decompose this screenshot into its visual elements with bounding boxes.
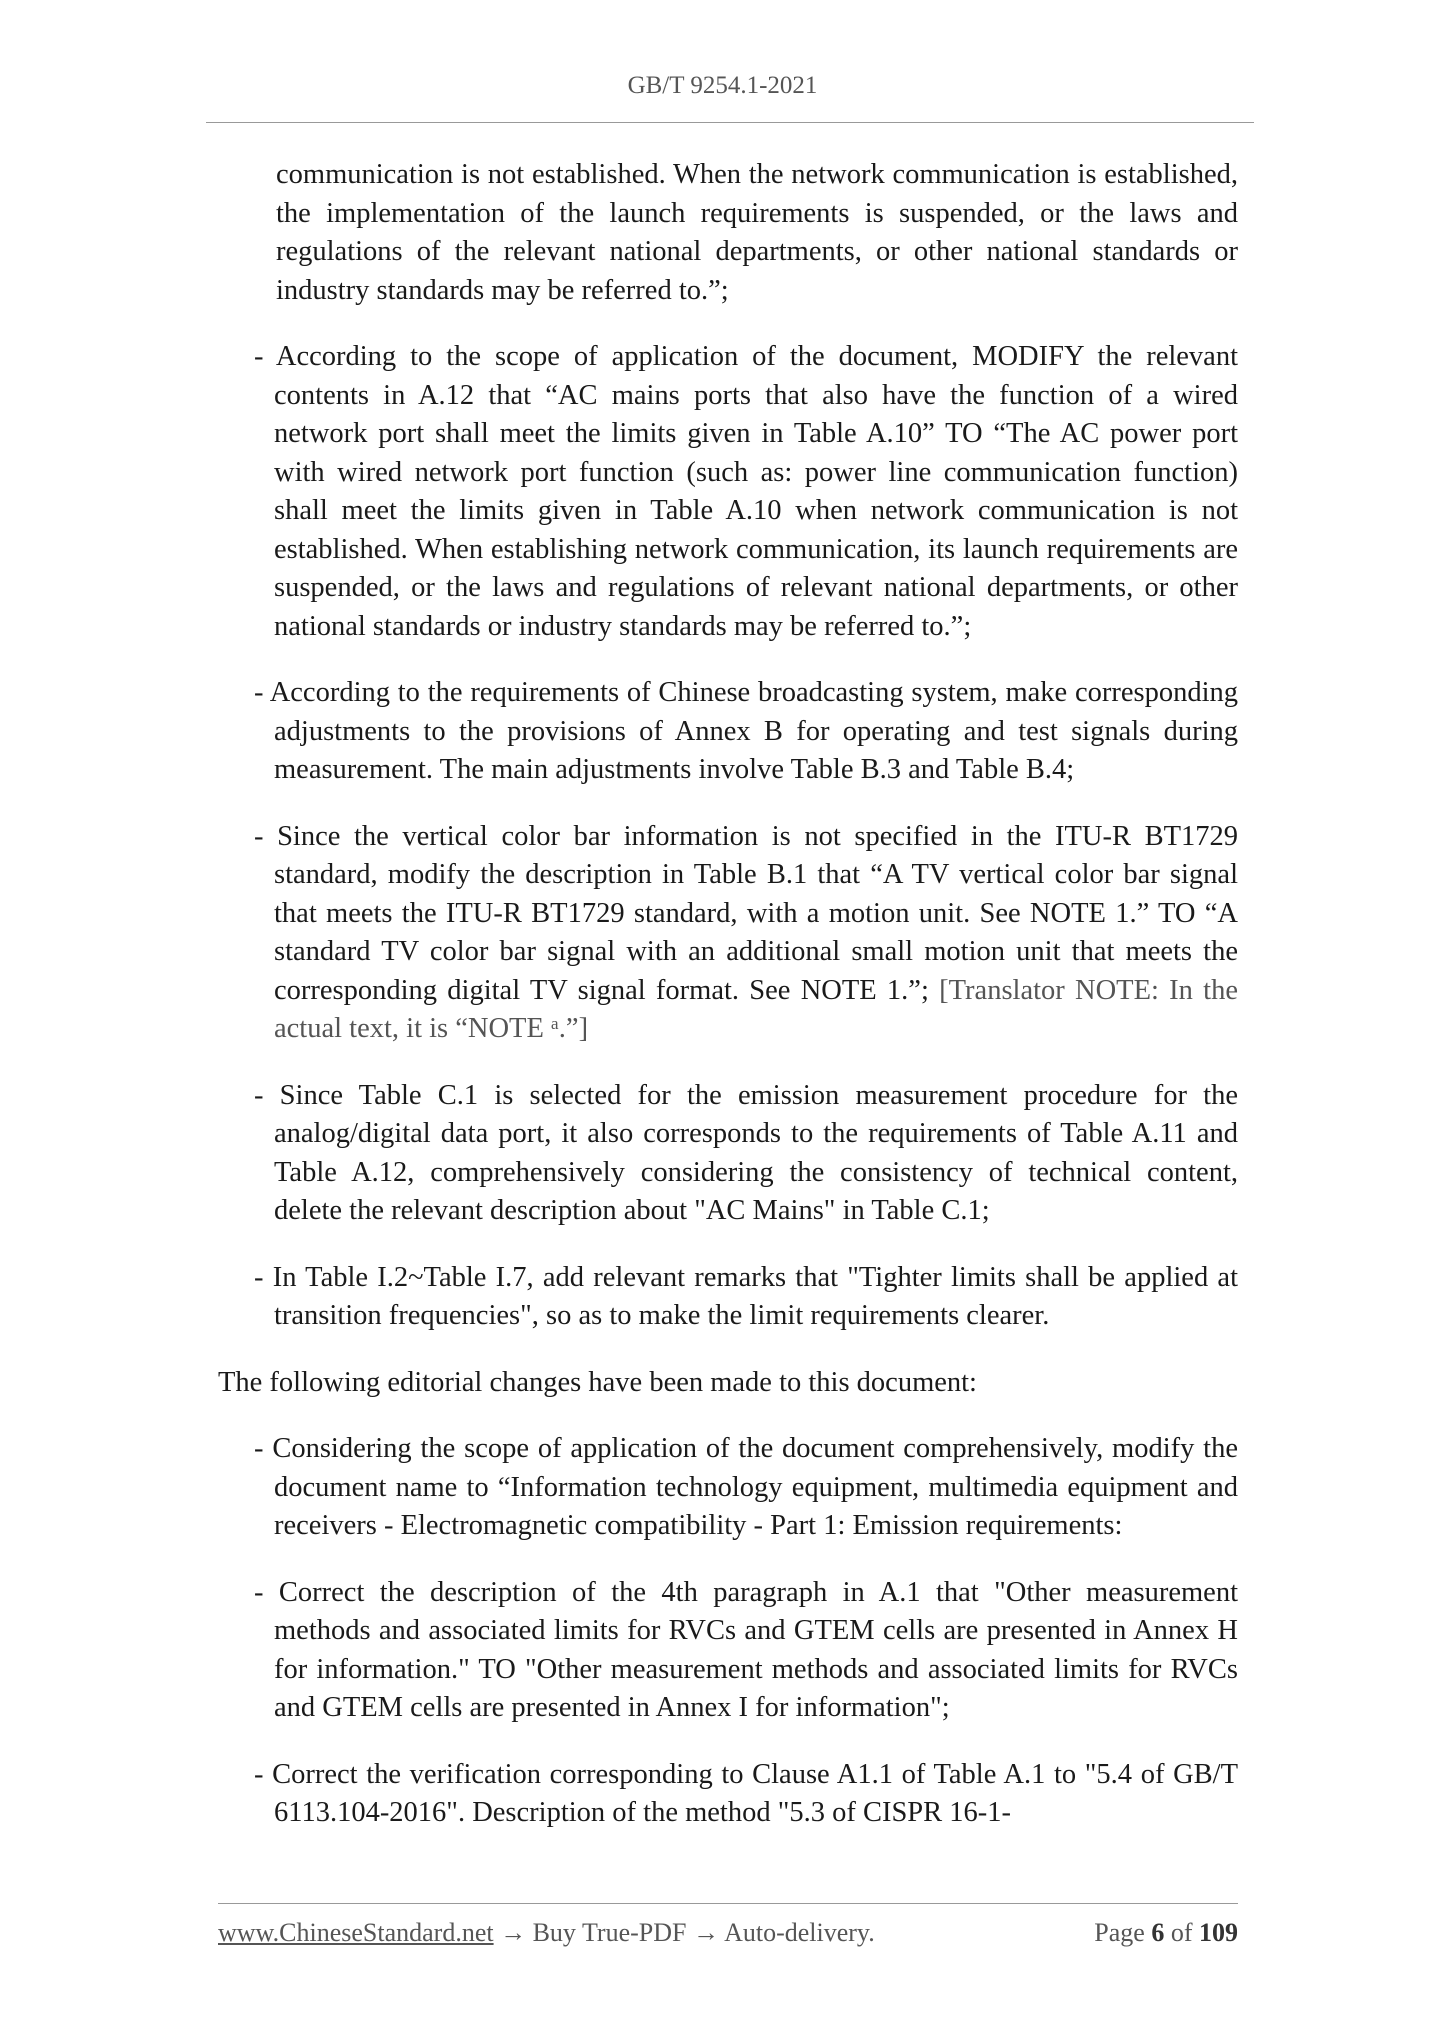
page-header xyxy=(0,72,1445,100)
list-item xyxy=(254,818,1238,1049)
arrow-icon: → xyxy=(693,1918,719,1947)
of-label: of xyxy=(1170,1918,1193,1947)
editorial-intro: The following editorial changes have been made to this document: xyxy=(218,1366,977,1398)
total-pages: 109 xyxy=(1199,1918,1238,1947)
footer-divider xyxy=(218,1903,1238,1904)
continuation-paragraph: communication is not established. When the network communication is established, the implementation of the launch requirements is suspended, or the laws and regulations of the relevant national departments, or other national standards or industry standards may be referred to.”; xyxy=(276,159,1238,306)
colorbar-item-text: - Since the vertical color bar information is not specified in the ITU-R BT1729 standard, modify the description in Table B.1 that “A TV vertical color bar signal that meets the ITU-R BT1729 standard, with a motion unit. See NOTE 1.” TO “A standard TV color bar signal with an additional small motion unit that meets the corresponding digital TV signal format. See NOTE 1.”; xyxy=(254,820,1238,1006)
page-label: Page xyxy=(1094,1918,1145,1947)
site-link[interactable]: www.ChineseStandard.net xyxy=(218,1918,494,1947)
document-code: GB/T 9254.1-2021 xyxy=(627,72,818,99)
current-page: 6 xyxy=(1151,1918,1165,1947)
list-item: - According to the requirements of Chinese broadcasting system, make corresponding adjustments to the provisions of Annex B for operating and test signals during measurement. The main adjustments involve Table B.3 and Table B.4; xyxy=(254,677,1238,785)
arrow-icon: → xyxy=(500,1918,527,1947)
list-item: - According to the scope of application of the document, MODIFY the relevant contents in A.12 that “AC mains ports that also have the function of a wired network port shall meet the limits given in Table A.10” TO “The AC power port with wired network port function (such as: power line communication function) shall meet the limits given in Table A.10 when network communication is not established. When establishing network communication, its launch requirements are suspended, or the laws and regulations of relevant national departments, or other national standards or industry standards may be referred to.”; xyxy=(254,341,1238,642)
footer-promo xyxy=(218,1918,875,1948)
buy-pdf-text: Buy True-PDF xyxy=(532,1918,687,1947)
list-item: - Since Table C.1 is selected for the emission measurement procedure for the analog/digital data port, it also corresponds to the requirements of Table A.11 and Table A.12, comprehensively considering the consistency of technical content, delete the relevant description about "AC Mains" in Table C.1; xyxy=(254,1079,1238,1226)
header-divider xyxy=(206,122,1254,123)
list-item: - Correct the description of the 4th paragraph in A.1 that "Other measurement methods and associated limits for RVCs and GTEM cells are presented in Annex H for information." TO "Other measurement methods and associated limits for RVCs and GTEM cells are presented in Annex I for information"; xyxy=(254,1576,1238,1723)
list-item: - Correct the verification corresponding to Clause A1.1 of Table A.1 to "5.4 of GB/T 6113.104-2016". Description of the method "5.3 of CISPR 16-1- xyxy=(254,1758,1238,1828)
list-item: - Considering the scope of application of the document comprehensively, modify the document name to “Information technology equipment, multimedia equipment and receivers - Electromagnetic compatibility - Part 1: Emission requirements: xyxy=(254,1433,1238,1541)
page-body xyxy=(218,156,1238,1861)
translator-note: [Translator NOTE: In the actual text, it is “NOTE ᵃ.”] xyxy=(274,974,1238,1044)
list-item: - In Table I.2~Table I.7, add relevant remarks that "Tighter limits shall be applied at transition frequencies", so as to make the limit requirements clearer. xyxy=(254,1261,1238,1331)
auto-delivery-text: Auto-delivery. xyxy=(724,1918,875,1947)
page-number xyxy=(1094,1918,1238,1948)
